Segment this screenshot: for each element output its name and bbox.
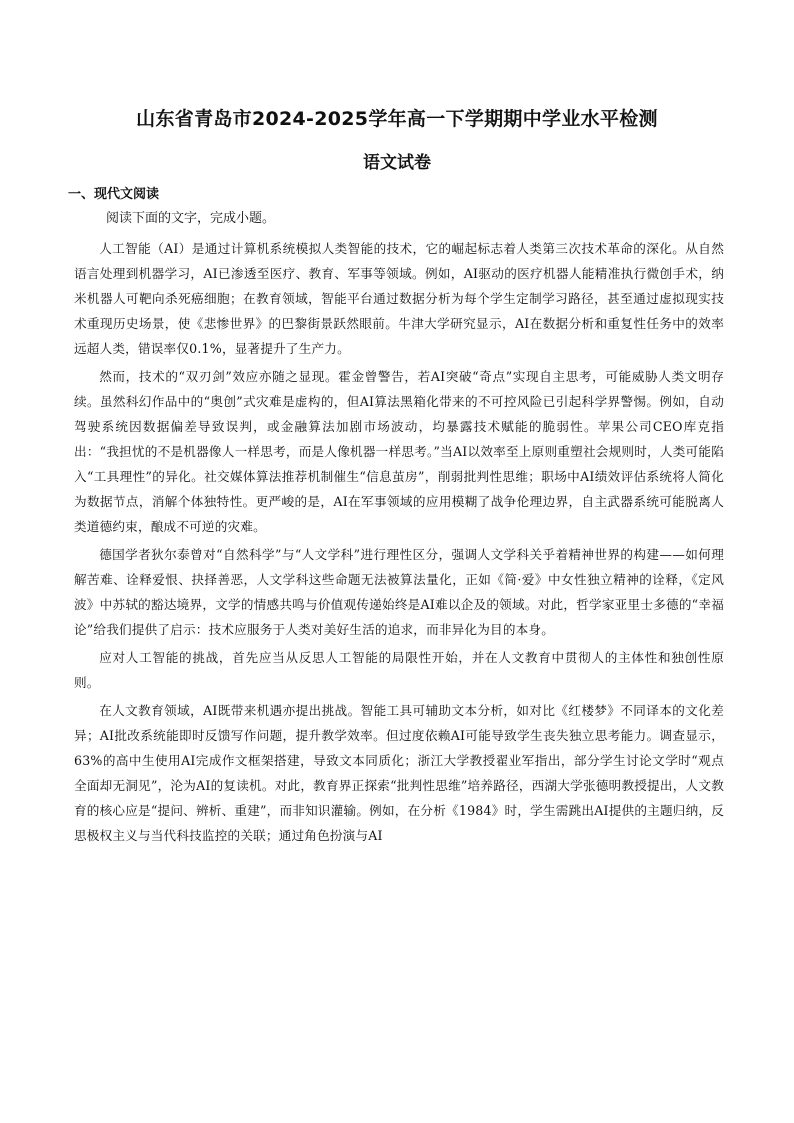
passage-paragraph-3: 德国学者狄尔泰曾对“自然科学”与“人文学科”进行理性区分，强调人文学科关乎着精神世界的构建——如何理解苦难、诠释爱恨、抉择善恶，人文学科这些命题无法被算法量化，正如《简·爱》中女性独立精神的诠释，《定风波》中苏轼的豁达境界，文学的情感共鸣与价值观传递始终是AI难以企及的领域。对此，哲学家亚里士多德的“幸福论”给我们提供了启示：技术应服务于人类对美好生活的追求，而非异化为目的本身。 [74, 547, 724, 637]
passage-paragraph-5: 在人文教育领域，AI既带来机遇亦提出挑战。智能工具可辅助文本分析，如对比《红楼梦》不同译本的文化差异；AI批改系统能即时反馈写作问题，提升教学效率。但过度依赖AI可能导致学生丧失独立思考能力。调查显示，63%的高中生使用AI完成作文框架搭建，导致文本同质化；浙江大学教授翟业军指出，部分学生讨论文学时“观点全面却无洞见”，沦为AI的复读机。对此，教育界正探索“批判性思维”培养路径，西湖大学张德明教授提出，人文教育的核心应是“提问、辨析、重建”，而非知识灌输。例如，在分析《1984》时，学生需跳出AI提供的主题归纳，反思极权主义与当代科技监控的关联；通过角色扮演与AI [74, 703, 724, 843]
document-subtitle: 语文试卷 [363, 153, 431, 173]
reading-passage [74, 236, 724, 848]
reading-instruction: 阅读下面的文字，完成小题。 [106, 211, 276, 226]
passage-paragraph-2: 然而，技术的“双刃剑”效应亦随之显现。霍金曾警告，若AI突破“奇点”实现自主思考，可能威胁人类文明存续。虽然科幻作品中的“奥创”式灾难是虚构的，但AI算法黑箱化带来的不可控风险已引起科学界警惕。例如，自动驾驶系统因数据偏差导致误判，或金融算法加剧市场波动，均暴露技术赋能的脆弱性。苹果公司CEO库克指出：“我担忧的不是机器像人一样思考，而是人像机器一样思考。”当AI以效率至上原则重塑社会规则时，人类可能陷入“工具理性”的异化。社交媒体算法推荐机制催生“信息茧房”，削弱批判性思维；职场中AI绩效评估系统将人简化为数据节点，消解个体独特性。更严峻的是，AI在军事领域的应用模糊了战争伦理边界，自主武器系统可能脱离人类道德约束，酿成不可逆的灾难。 [74, 369, 724, 534]
passage-paragraph-1: 人工智能（AI）是通过计算机系统模拟人类智能的技术，它的崛起标志着人类第三次技术革命的深化。从自然语言处理到机器学习，AI已渗透至医疗、教育、军事等领域。例如，AI驱动的医疗机器人能精准执行微创手术，纳米机器人可靶向杀死癌细胞；在教育领域，智能平台通过数据分析为每个学生定制学习路径，甚至通过虚拟现实技术重现历史场景，使《悲惨世界》的巴黎街景跃然眼前。牛津大学研究显示，AI在数据分析和重复性任务中的效率远超人类，错误率仅0.1%，显著提升了生产力。 [74, 241, 724, 356]
passage-paragraph-4: 应对人工智能的挑战，首先应当从反思人工智能的局限性开始，并在人文教育中贯彻人的主体性和独创性原则。 [74, 650, 724, 690]
section-heading: 一、现代文阅读 [68, 187, 160, 202]
document-title: 山东省青岛市2024-2025学年高一下学期期中学业水平检测 [136, 108, 658, 130]
